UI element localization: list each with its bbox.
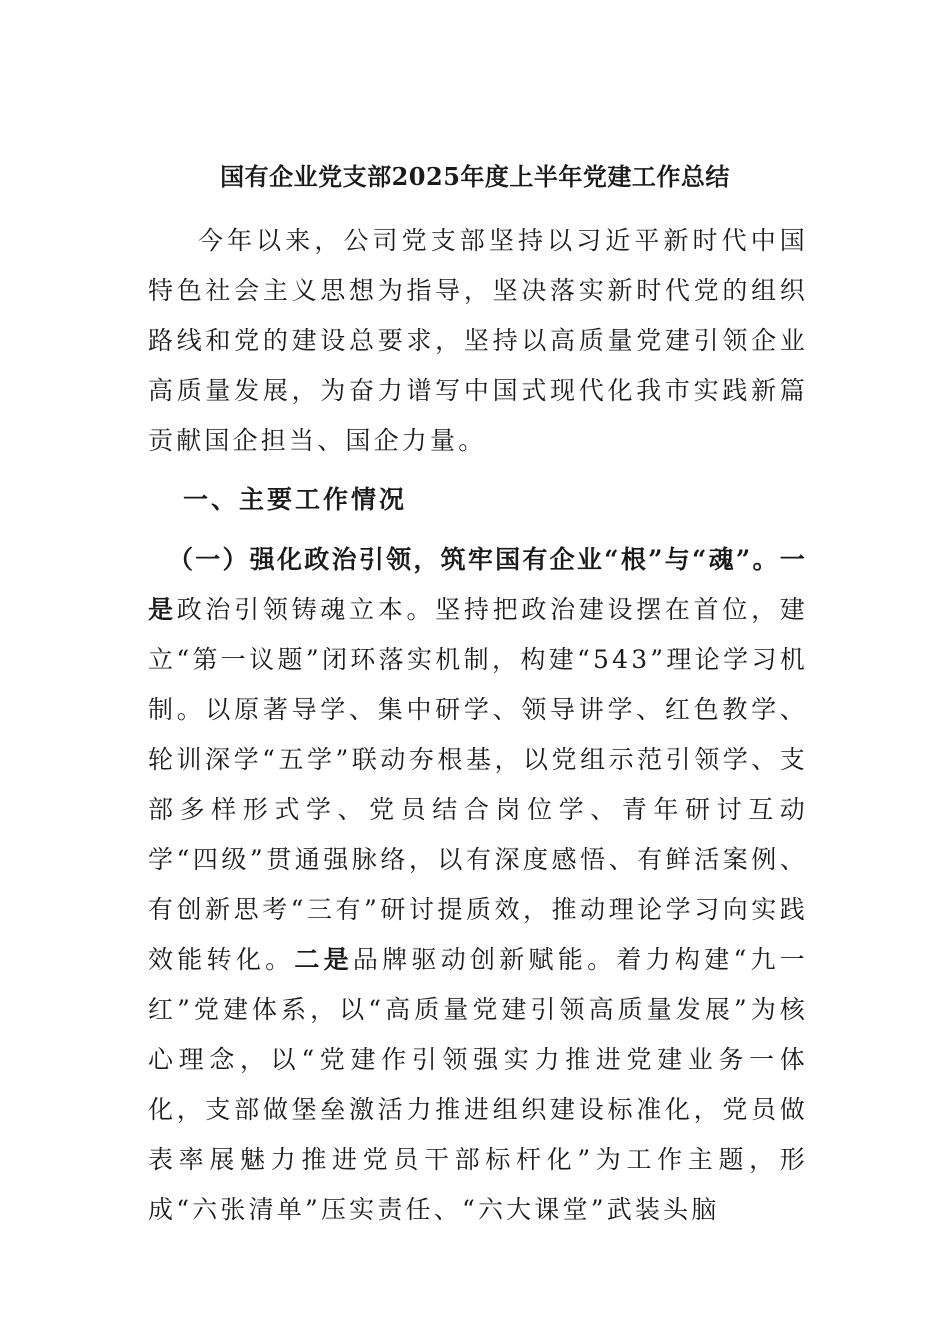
point-1-lead: 一是 bbox=[148, 545, 808, 624]
section-heading: 一、主要工作情况 bbox=[183, 485, 408, 514]
subsection-heading: （一）强化政治引领，筑牢国有企业“根”与“魂”。 bbox=[168, 545, 780, 574]
point-2-lead: 二是 bbox=[294, 945, 353, 974]
intro-paragraph: 今年以来，公司党支部坚持以习近平新时代中国特色社会主义思想为指导，坚决落实新时代党的组织路线和党的建设总要求，坚持以高质量党建引领企业高质量发展，为奋力谱写中国式现代化我市实践新篇贡献国企担当、国企力量。 bbox=[148, 226, 808, 455]
subsection-block bbox=[148, 535, 808, 1235]
document-title: 国有企业党支部2025年度上半年党建工作总结 bbox=[220, 162, 730, 191]
point-2-text: 品牌驱动创新赋能。着力构建“九一红”党建体系，以“高质量党建引领高质量发展”为核心理念，以“党建作引领强实力推进党建业务一体化，支部做堡垒激活力推进组织建设标准化，党员做表率展魅力推进党员干部标杆化”为工作主题，形成“六张清单”压实责任、“六大课堂”武装头脑 bbox=[148, 945, 808, 1224]
point-1-text: 政治引领铸魂立本。坚持把政治建设摆在首位，建立“第一议题”闭环落实机制，构建“543”理论学习机制。以原著导学、集中研学、领导讲学、红色教学、轮训深学“五学”联动夯根基，以党组示范引领学、支部多样形式学、党员结合岗位学、青年研讨互动学“四级”贯通强脉络，以有深度感悟、有鲜活案例、有创新思考“三有”研讨提质效，推动理论学习向实践效能转化。 bbox=[148, 595, 808, 974]
